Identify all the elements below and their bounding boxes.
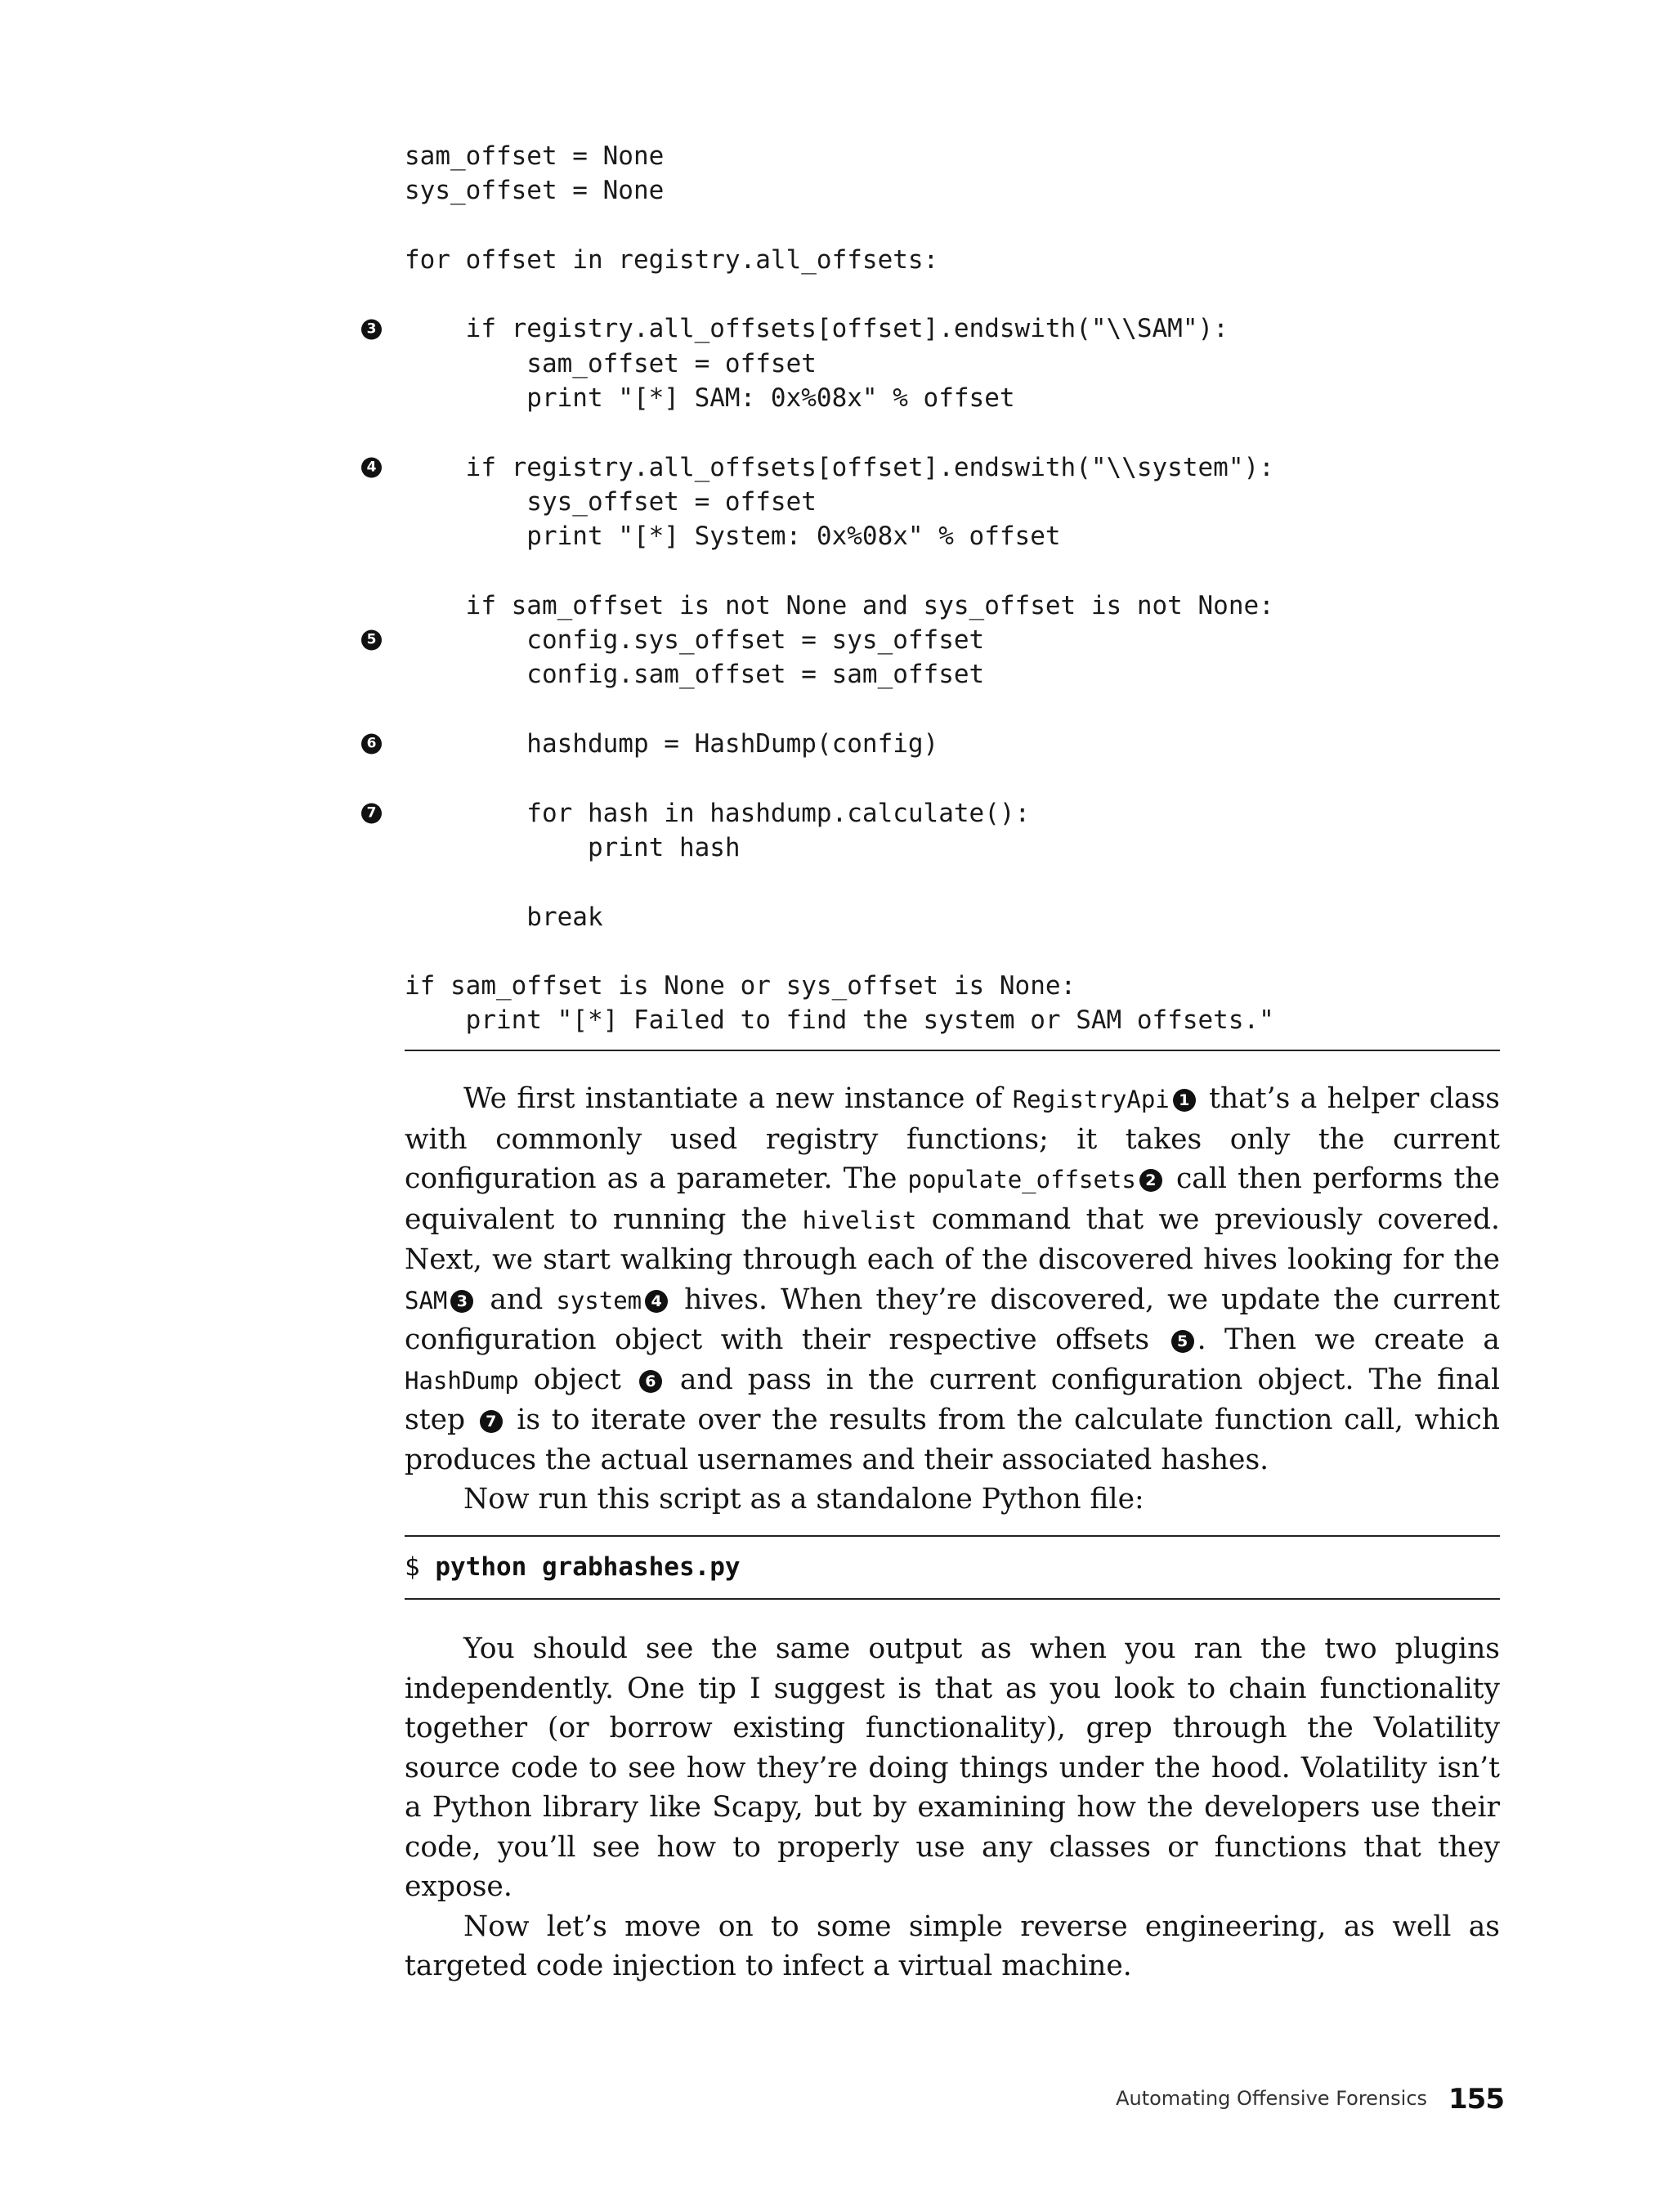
code-line: [366, 796, 1500, 831]
code-text: hashdump = HashDump(config): [405, 729, 939, 759]
running-title: Automating Offensive Forensics: [1116, 2087, 1428, 2110]
code-line: [405, 692, 1500, 727]
code-text: if sam_offset is None or sys_offset is None:: [405, 971, 1076, 1001]
callout-marker-7: 7: [480, 1410, 503, 1433]
paragraph-tip: You should see the same output as when you ran the two plugins independently. One tip I suggest is that as you look to chain functionality together (or borrow existing functionality), grep through the Volatility source code to see how they’re doing things under the hood. Volatility isn’t a Python library like Scapy, but by examining how the developers use their code, you’ll see how to properly use any classes or functions that they expose.: [405, 1632, 1500, 1903]
command-prompt: $: [405, 1552, 436, 1582]
inline-code-registryapi: RegistryApi: [1012, 1086, 1170, 1113]
code-callout-marker-4: 4: [361, 457, 382, 477]
code-line: [405, 761, 1500, 795]
code-line: [366, 623, 1500, 657]
inline-code-populate-offsets: populate_offsets: [907, 1166, 1136, 1193]
code-text: config.sam_offset = sam_offset: [405, 660, 985, 690]
code-line: [405, 381, 1500, 415]
callout-marker-3: 3: [450, 1290, 473, 1313]
command-top-rule: [405, 1535, 1500, 1537]
page-number: 155: [1448, 2083, 1504, 2116]
callout-marker-6: 6: [639, 1370, 662, 1393]
code-text: print hash: [405, 832, 741, 862]
code-line: [366, 727, 1500, 761]
code-line: [405, 485, 1500, 519]
code-line: [405, 900, 1500, 934]
code-callout-marker-6: 6: [361, 734, 382, 754]
code-text: if registry.all_offsets[offset].endswith("\\system"):: [405, 452, 1274, 482]
closing-text: [405, 1629, 1500, 1986]
page-footer: [899, 2083, 1504, 2116]
command-text: python grabhashes.py: [435, 1552, 741, 1582]
code-text: if sam_offset is not None and sys_offset is not None:: [405, 590, 1274, 620]
code-text: for offset in registry.all_offsets:: [405, 244, 939, 275]
command-line: [405, 1547, 1500, 1587]
code-line: [405, 347, 1500, 381]
callout-marker-4: 4: [645, 1290, 668, 1313]
code-line: [405, 657, 1500, 692]
inline-code-hivelist: hivelist: [802, 1206, 917, 1234]
explanation-text: [405, 1079, 1500, 1520]
code-callout-marker-3: 3: [361, 319, 382, 339]
inline-code-sam: SAM: [405, 1286, 448, 1314]
code-text: sam_offset = None: [405, 141, 665, 171]
code-line: [405, 519, 1500, 553]
inline-code-hashdump: HashDump: [405, 1366, 519, 1395]
code-line: [405, 277, 1500, 311]
code-text: sys_offset = offset: [405, 486, 817, 517]
code-text: print "[*] Failed to find the system or SAM offsets.": [405, 1005, 1274, 1036]
callout-marker-5: 5: [1171, 1330, 1194, 1353]
code-line: [366, 311, 1500, 346]
code-listing: [366, 139, 1500, 1038]
code-text: for hash in hashdump.calculate():: [405, 798, 1031, 828]
code-bottom-rule: [405, 1050, 1500, 1051]
code-callout-marker-7: 7: [361, 803, 382, 823]
callout-marker-2: 2: [1139, 1169, 1162, 1192]
paragraph-explanation: We first instantiate a new instance of RegistryApi 1 that’s a helper class with commonly used registry functions; it takes only the current configuration as a parameter. The populate_offsets 2 call then performs the equivalent to running the hivelist command that we previously covered. Next, we start walking through each of the discovered hives looking for the SAM 3 and system 4 hives. When they’re discovered, we update the current configuration object with their respective offsets 5 . Then we create a HashDump object 6 and pass in the current configuration object. The final step 7 is to iterate over the results from the calculate function call, which produces the actual usernames and their associated hashes.: [405, 1082, 1501, 1476]
code-text: break: [405, 902, 603, 932]
code-line: [405, 969, 1500, 1003]
code-line: [405, 139, 1500, 173]
code-line: [405, 865, 1500, 899]
code-text: print "[*] SAM: 0x%08x" % offset: [405, 383, 1015, 414]
inline-code-system: system: [556, 1286, 642, 1314]
code-line: [405, 934, 1500, 969]
code-line: [405, 243, 1500, 277]
code-text: print "[*] System: 0x%08x" % offset: [405, 522, 1061, 552]
code-line: [405, 415, 1500, 450]
code-callout-marker-5: 5: [361, 630, 382, 651]
code-text: sam_offset = offset: [405, 348, 817, 378]
code-line: [405, 208, 1500, 243]
command-bottom-rule: [405, 1598, 1500, 1600]
code-line: [405, 554, 1500, 589]
code-line: [405, 173, 1500, 208]
paragraph-next-steps: Now let’s move on to some simple reverse engineering, as well as targeted code injection to infect a virtual machine.: [405, 1910, 1500, 1982]
code-text: if registry.all_offsets[offset].endswith("\\SAM"):: [405, 314, 1229, 344]
code-line: [366, 450, 1500, 485]
code-line: [405, 589, 1500, 623]
code-text: config.sys_offset = sys_offset: [405, 625, 985, 656]
code-line: [405, 831, 1500, 865]
paragraph-run-script: Now run this script as a standalone Python file:: [463, 1483, 1144, 1516]
code-line: [405, 1003, 1500, 1037]
callout-marker-1: 1: [1173, 1089, 1196, 1112]
code-text: sys_offset = None: [405, 176, 665, 206]
